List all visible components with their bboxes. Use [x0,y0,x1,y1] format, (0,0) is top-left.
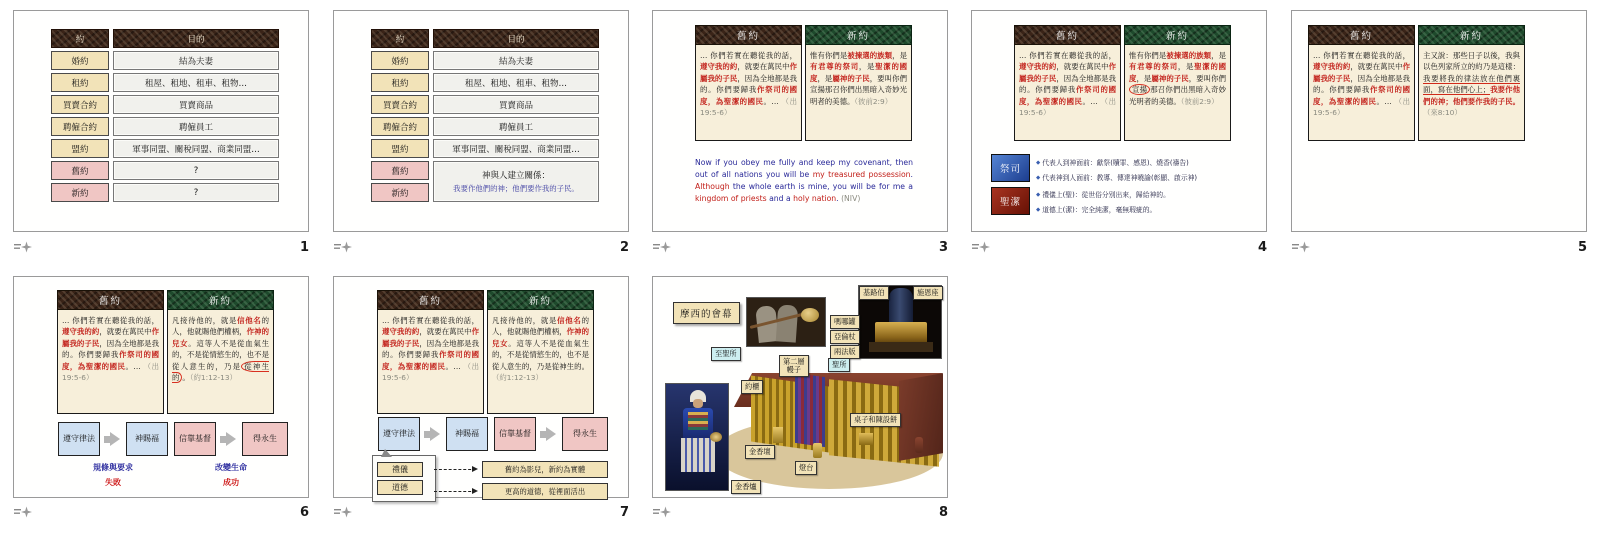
arrow-right-icon [546,427,556,441]
merged-purpose-cell [433,161,599,202]
row-label: 租約 [51,73,109,92]
row-label: 盟約 [51,139,109,158]
table-row [371,73,599,92]
slide-number-1: 1 [299,240,309,255]
arrow-right-icon [430,427,440,441]
exodus-quote: … 你們若實在聽從我的話，遵守我的約，就要在萬民中作屬我的子民，因為全地都是我的。你們要歸我作祭司的國度，為聖潔的國民。… （出19:5-6） [1308,45,1415,141]
moral-row: 道德 [377,480,423,495]
old-covenant-box [1308,25,1415,141]
table-header-purpose: 目的 [113,29,279,48]
slide-thumbnail-7[interactable] [333,276,629,498]
exodus-quote: … 你們若實在聽從我的話，遵守我的約，就要在萬民中作屬我的子民，因為全地都是我的。你們要歸我作祭司的國度，為聖潔的國民。… （出19:5-6） [695,45,802,141]
new-covenant-header: 新約 [487,290,594,310]
row-label: 舊約 [51,161,109,180]
incense-altar-label: 金香壇 [745,445,775,459]
new-flow-result: 成功 [223,478,239,487]
arrow-right-icon [110,432,120,446]
new-covenant-header: 新約 [805,25,912,45]
lampstand-shape [813,443,822,458]
tablets-label: 兩法版 [830,345,860,359]
new-covenant-header: 新約 [167,290,274,310]
peter-quote-circled: 惟有你們是被揀選的族類，是有君尊的祭司，是聖潔的國度，是屬神的子民，要叫你們宣揚 那召你們出黑暗入奇妙光明者的美德。（彼前2:9） [1124,45,1231,141]
exodus-quote: … 你們若實在聽從我的話，遵守我的約，就要在萬民中作屬我的子民，因為全地都是我的。你們要歸我作祭司的國度，為聖潔的國民。… （出19:5-6） [57,310,164,414]
row-value: ? [113,183,279,202]
row-label: 租約 [371,73,429,92]
row-label: 新約 [51,183,109,202]
row-label-old-covenant: 舊約 [371,161,429,180]
priest-bullet-1: ◆ 代表人到神面前：獻祭(贖罪、感恩)、燒香(禱告) [1036,159,1189,167]
old-flow-result: 失敗 [105,478,121,487]
diamond-bullet-icon: ◆ [1036,160,1041,166]
flow-keep-law: 遵守律法 [378,417,420,451]
row-value: 買賣商品 [433,95,599,114]
john-quote-circled: 凡接待他的，就是信他名的人，他就賜他們權柄，作神的兒女。這等人不是從血氣生的，不是從情慾生的，也不是從人意生的，乃是 從神生的 。（約1:12-13） [167,310,274,414]
diamond-bullet-icon: ◆ [1036,192,1041,198]
censer-label: 金香爐 [731,480,761,494]
ceremonial-row: 禮儀 [377,462,423,477]
holiness-term-box: 聖潔 [991,187,1030,215]
table-row [51,73,279,92]
row-value: 租屋、租地、租車、租物… [113,73,279,92]
new-covenant-box [1418,25,1525,141]
row-value: 結為夫妻 [113,51,279,70]
ceremonial-fulfillment: 舊約為影兒，新約為實體 [482,461,608,478]
table-row [51,117,279,136]
law-aspects-callout [372,455,436,502]
holy-bullet-1: ◆ 禮儀上(聖)：從世俗分別出來，歸給神的。 [1036,191,1170,199]
slide-thumbnail-1[interactable] [13,10,309,232]
flow-eternal-life: 得永生 [242,422,288,456]
peter-quote: 惟有你們是被揀選的族類，是有君尊的祭司，是聖潔的國度，是屬神的子民，要叫你們宣揚那召你們出黑暗入奇妙光明者的美德。（彼前2:9） [805,45,912,141]
relationship-line: 神與人建立關係： [481,171,550,181]
slide-thumbnail-8[interactable] [652,276,948,498]
new-covenant-box [1124,25,1231,141]
ark-label: 約櫃 [741,380,763,394]
flow-eternal-life: 得永生 [562,417,608,451]
table-row [51,161,279,180]
table-row [51,51,279,70]
row-label: 聘僱合約 [371,117,429,136]
merged-covenant-rows [371,161,599,202]
row-label: 盟約 [371,139,429,158]
slide-number-6: 6 [299,505,309,520]
dashed-arrow-icon [434,491,476,492]
row-value: 結為夫妻 [433,51,599,70]
arrow-right-icon [226,432,236,446]
slide-thumbnail-5[interactable] [1291,10,1587,232]
slide-thumbnail-2[interactable] [333,10,629,232]
veil-curtain [795,373,825,447]
censer-in-hand [710,432,722,442]
rod-label: 亞倫杖 [830,330,860,344]
old-covenant-box [1014,25,1121,141]
hebrews-quote: 主又說：那些日子以後，我與以色列家所立的約乃是這樣：我要將我的律法放在他們裏面，寫在他們心上；我要作他們的神；他們要作我的子民。（來8:10） [1418,45,1525,141]
new-covenant-box [167,290,274,414]
small-figure-shape [915,437,923,453]
slide-number-7: 7 [619,505,629,520]
table-header-purpose: 目的 [433,29,599,48]
stone-tablet [776,304,799,342]
row-value: 租屋、租地、租車、租物… [433,73,599,92]
cherub-label: 基路伯 [859,286,889,300]
priest-breastplate [688,412,708,430]
exodus-quote: … 你們若實在聽從我的話，遵守我的約，就要在萬民中作屬我的子民，因為全地都是我的。你們要歸我作祭司的國度，為聖潔的國民。… （出19:5-6） [377,310,484,414]
priest-face [693,399,703,408]
flow-keep-law: 遵守律法 [58,422,100,456]
flow-god-blesses: 神賜福 [126,422,168,456]
showbread-table-label: 桌子和陳設餅 [850,413,901,427]
most-holy-place-label: 至聖所 [711,347,741,361]
table-row [51,139,279,158]
old-covenant-header: 舊約 [1014,25,1121,45]
old-covenant-header: 舊約 [695,25,802,45]
row-value: ? [113,161,279,180]
tabernacle-title-label: 摩西的會幕 [673,302,740,324]
old-covenant-box [695,25,802,141]
table-row [371,51,599,70]
high-priest-photo [665,383,729,491]
new-covenant-box [487,290,594,414]
covenant-purpose-table [51,29,279,205]
priest-robe [681,438,715,472]
ark-contents-labels [830,315,860,359]
moral-fulfillment: 更高的道德，從裡面活出 [482,483,608,500]
old-covenant-box [57,290,164,414]
row-value: 軍事同盟、關稅同盟、商業同盟… [113,139,279,158]
covenant-purpose-table [371,29,599,205]
manna-jar [801,308,819,322]
tablets-rod-manna-photo [746,297,826,347]
niv-english-quote: Now if you obey me fully and keep my covenant, then out of all nations you will be my treasured possession. Although the whole earth is mine, you will be for me a kingdom of priests and a holy nation. (NIV) [695,158,913,203]
second-veil-label: 第二層 幔子 [779,355,809,377]
ark-chest-shape [875,322,927,344]
row-value: 聘僱員工 [113,117,279,136]
slide-thumbnail-3[interactable] [652,10,948,232]
flow-trust-christ: 信靠基督 [494,417,536,451]
table-row [51,183,279,202]
old-covenant-header: 舊約 [377,290,484,310]
diamond-bullet-icon: ◆ [1036,175,1041,181]
diamond-bullet-icon: ◆ [1036,207,1041,213]
new-covenant-header: 新約 [1418,25,1525,45]
incense-altar-shape [773,427,783,443]
slide-thumbnail-6[interactable] [13,276,309,498]
slide-number-4: 4 [1257,240,1267,255]
showbread-table-shape [859,433,873,445]
row-label: 婚約 [51,51,109,70]
slide-number-3: 3 [938,240,948,255]
manna-label: 嗎哪罐 [830,315,860,329]
row-label: 買賣合約 [371,95,429,114]
dashed-arrow-icon [434,469,476,470]
flow-god-blesses: 神賜福 [446,417,488,451]
cherub-wing-shape [889,288,913,324]
lampstand-label: 燈台 [795,461,817,475]
flow-trust-christ: 信靠基督 [174,422,216,456]
old-flow-caption: 規條與要求 [93,463,133,472]
row-label-new-covenant: 新約 [371,183,429,202]
table-row [371,139,599,158]
slide-number-8: 8 [938,505,948,520]
priest-bullet-2: ◆ 代表神到人面前：教導、傳達神曉諭(彰顯、啟示神) [1036,174,1198,182]
new-covenant-box [805,25,912,141]
table-header-covenant: 約 [371,29,429,48]
mercy-seat-label: 施恩座 [913,286,943,300]
table-row [371,95,599,114]
row-value: 軍事同盟、關稅同盟、商業同盟… [433,139,599,158]
new-covenant-header: 新約 [1124,25,1231,45]
table-row [51,95,279,114]
old-covenant-header: 舊約 [57,290,164,310]
new-flow-caption: 改變生命 [215,463,247,472]
row-value: 買賣商品 [113,95,279,114]
row-label: 婚約 [371,51,429,70]
table-header-covenant: 約 [51,29,109,48]
john-quote: 凡接待他的，就是信他名的人，他就賜他們權柄，作神的兒女。這等人不是從血氣生的，不是從情慾生的，也不是從人意生的，乃是從神生的。（約1:12-13） [487,310,594,414]
row-value: 聘僱員工 [433,117,599,136]
slide-number-2: 2 [619,240,629,255]
old-covenant-header: 舊約 [1308,25,1415,45]
holy-place-label: 聖所 [828,358,850,372]
old-covenant-box [377,290,484,414]
exodus-quote: … 你們若實在聽從我的話，遵守我的約，就要在萬民中作屬我的子民，因為全地都是我的。你們要歸我作祭司的國度，為聖潔的國民。… （出19:5-6） [1014,45,1121,141]
slide-number-5: 5 [1577,240,1587,255]
row-label: 買賣合約 [51,95,109,114]
table-row [371,117,599,136]
row-label: 聘僱合約 [51,117,109,136]
priest-term-box: 祭司 [991,154,1030,182]
promise-line: 我要作他們的神；他們要作我的子民。 [453,184,579,193]
slide-thumbnail-4[interactable] [971,10,1267,232]
ark-base-shape [869,342,933,352]
holy-bullet-2: ◆ 道德上(潔)：完全純潔，毫無瑕疵的。 [1036,206,1157,214]
